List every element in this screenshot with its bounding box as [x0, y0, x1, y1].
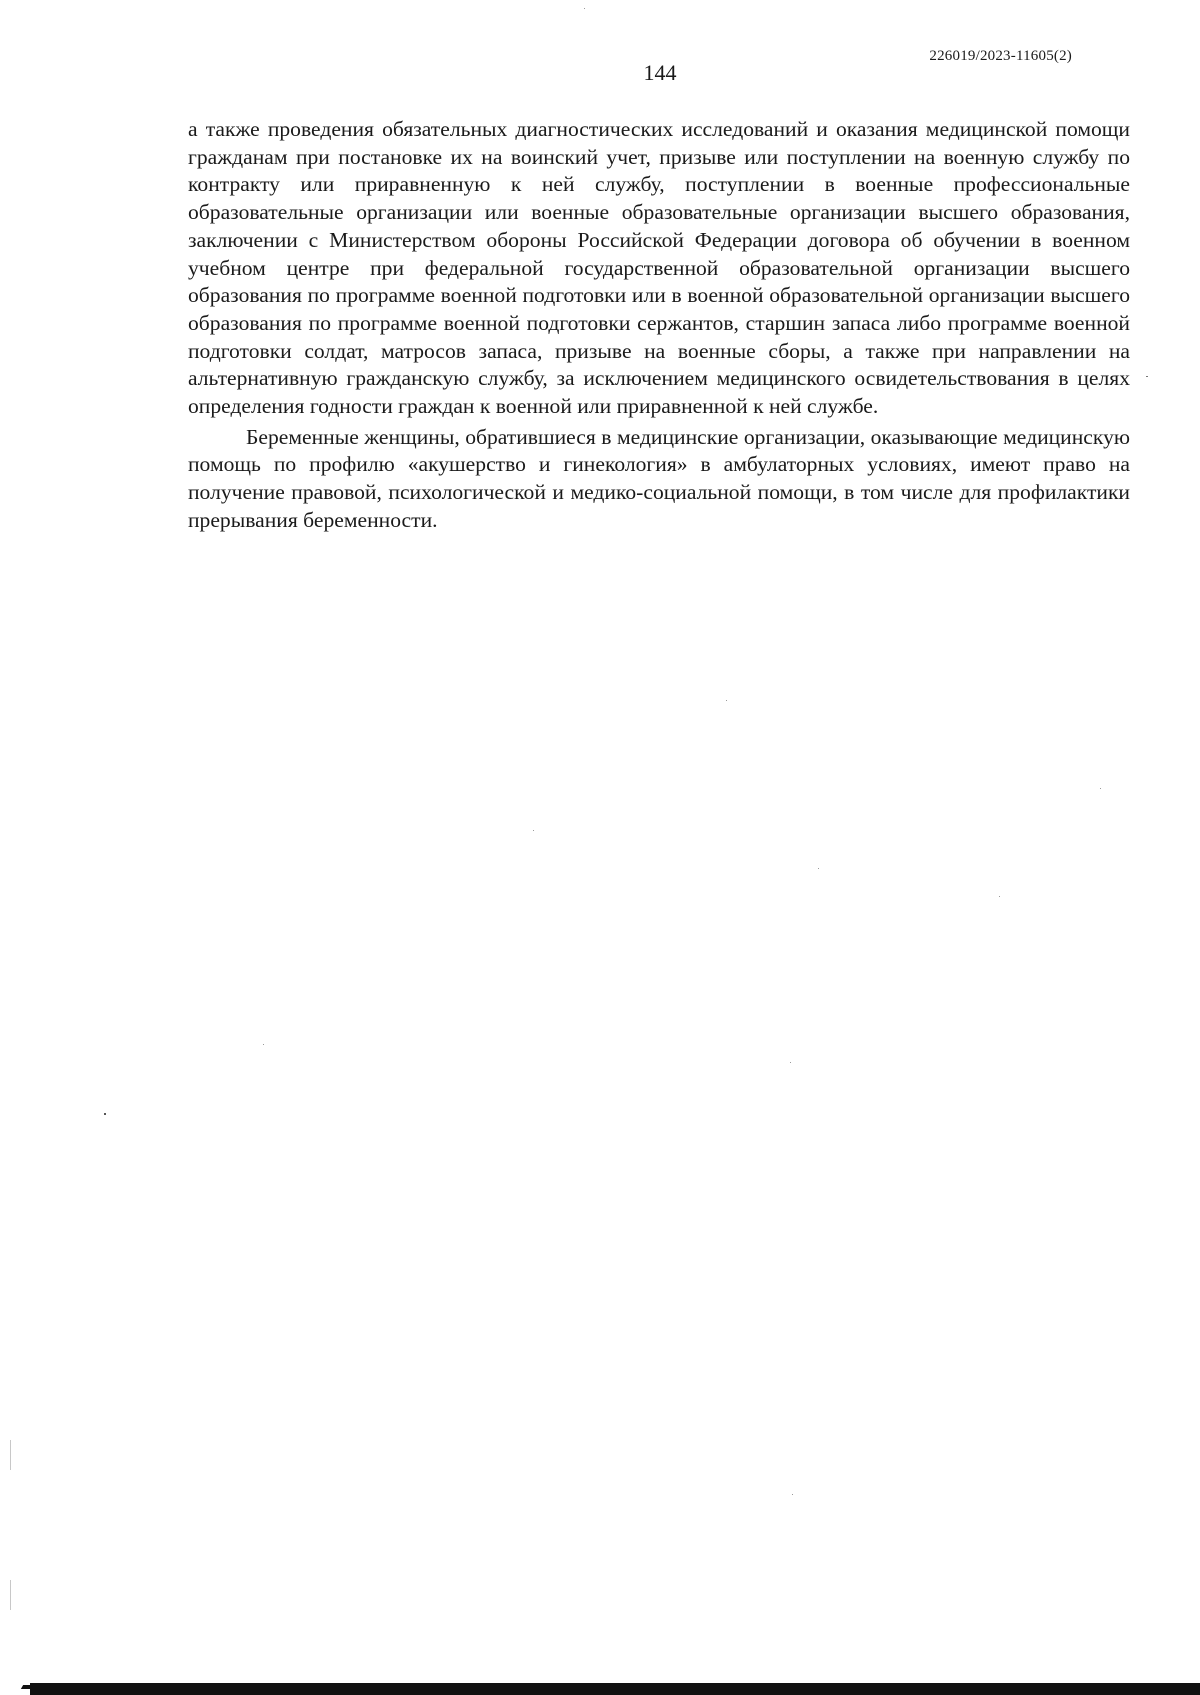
scan-speck	[726, 700, 727, 701]
scan-speck	[1146, 376, 1148, 377]
scan-bottom-edge	[30, 1683, 1200, 1695]
document-number: 226019/2023-11605(2)	[929, 48, 1072, 64]
scan-speck	[584, 8, 585, 9]
scan-speck	[790, 1062, 791, 1063]
scan-speck	[1100, 788, 1101, 789]
scan-speck	[10, 1580, 11, 1610]
scan-speck	[792, 1494, 793, 1495]
scan-speck	[818, 868, 819, 869]
paragraph-continuation: а также проведения обязательных диагностических исследований и оказания медицинской помощи гражданам при постановке их на воинский учет, призыве или поступлении на военную службу по контракту или приравненную к ней службу, поступлении в военные профессиональные образовательные организации или военные образовательные организации высшего образования, заключении с Министерством обороны Российской Федерации договора об обучении в военном учебном центре при федеральной государственной образовательной организации высшего образования по программе военной подготовки или в военной образовательной организации высшего образования по программе военной подготовки сержантов, старшин запаса либо программе военной подготовки солдат, матросов запаса, призыве на военные сборы, а также при направлении на альтернативную гражданскую службу, за исключением медицинского освидетельствования в целях определения годности граждан к военной или приравненной к ней службе.	[188, 117, 1130, 419]
scan-speck	[10, 1440, 11, 1470]
scan-speck	[999, 896, 1000, 897]
scan-speck	[104, 1113, 106, 1115]
paragraph-pregnant-women: Беременные женщины, обратившиеся в медицинские организации, оказывающие медицинскую помощь по профилю «акушерство и гинекология» в амбулаторных условиях, имеют право на получение правовой, психологической и медико-социальной помощи, в том числе для профилактики прерывания беременности.	[188, 424, 1130, 532]
page-number: 144	[643, 60, 677, 85]
body-text	[188, 116, 1130, 535]
scan-speck	[533, 830, 534, 831]
scan-speck	[263, 1044, 264, 1045]
